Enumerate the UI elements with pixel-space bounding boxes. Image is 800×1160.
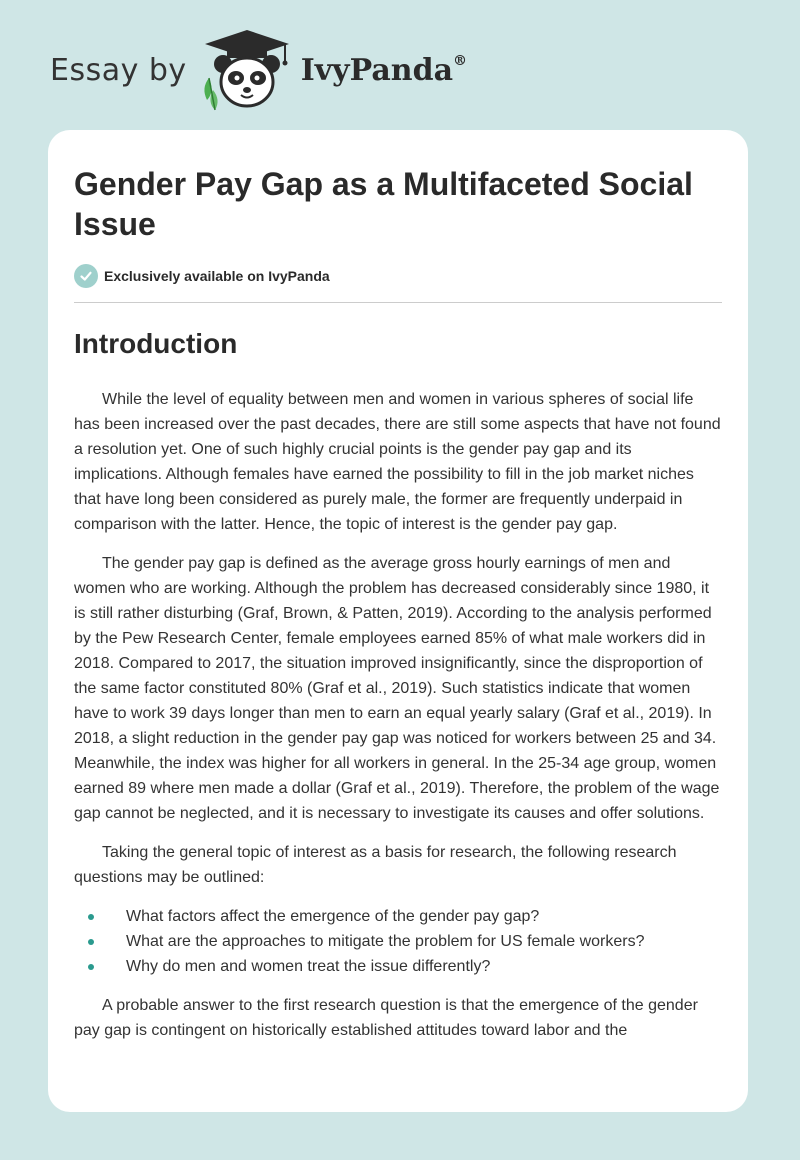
question-text: What are the approaches to mitigate the problem for US female workers? [126, 933, 645, 950]
section-heading-introduction: Introduction [74, 328, 238, 359]
ivypanda-logo-icon[interactable] [199, 28, 295, 112]
question-text: What factors affect the emergence of the gender pay gap? [126, 908, 540, 925]
brand-name[interactable] [301, 53, 467, 88]
exclusive-label: Exclusively available on IvyPanda [104, 268, 330, 284]
list-item [74, 954, 722, 979]
brand-name-text: IvyPanda [300, 52, 454, 88]
essay-by-label: Essay by [50, 52, 187, 88]
essay-card [48, 130, 748, 1112]
paragraph: The gender pay gap is defined as the average gross hourly earnings of men and women who are working. Although the problem has decreased considerably since 1980, it is still rather disturbing (Graf, Brown, & Patten, 2019). According to the analysis performed by the Pew Research Center, female employees earned 85% of what male workers did in 2018. Compared to 2017, the situation improved insignificantly, since the disproportion of the same factor constituted 80% (Graf et al., 2019). Such statistics indicate that women have to work 39 days longer than men to earn an equal yearly salary (Graf et al., 2019). In 2018, a slight reduction in the gender pay gap was noticed for workers between 25 and 34. Meanwhile, the index was higher for all workers in general. In the 25-34 age group, women earned 89 where men made a dollar (Graf et al., 2019). Therefore, the problem of the wage gap cannot be neglected, and it is necessary to investigate its causes and offer solutions. [74, 555, 720, 822]
bullet-icon [88, 939, 94, 945]
research-questions-list [74, 904, 722, 979]
checkmark-icon [74, 264, 98, 288]
paragraph: Taking the general topic of interest as a basis for research, the following research questions may be outlined: [74, 844, 677, 886]
exclusive-badge-row [74, 264, 722, 303]
paragraph: While the level of equality between men and women in various spheres of social life has been increased over the past decades, there are still some aspects that have not found a resolution yet. One of such highly crucial points is the gender pay gap and its implications. Although females have earned the possibility to fill in the job market niches that have long been considered as purely male, the former are frequently underpaid in comparison with the latter. Hence, the topic of interest is the gender pay gap. [74, 391, 721, 533]
registered-mark: ® [453, 52, 468, 69]
brand-header [50, 28, 467, 112]
question-text: Why do men and women treat the issue differently? [126, 958, 491, 975]
essay-title: Gender Pay Gap as a Multifaceted Social Issue [74, 166, 693, 242]
paragraph: A probable answer to the first research question is that the emergence of the gender pay gap is contingent on historically established attitudes toward labor and the [74, 997, 698, 1039]
bullet-icon [88, 964, 94, 970]
bullet-icon [88, 914, 94, 920]
list-item [74, 904, 722, 929]
list-item [74, 929, 722, 954]
